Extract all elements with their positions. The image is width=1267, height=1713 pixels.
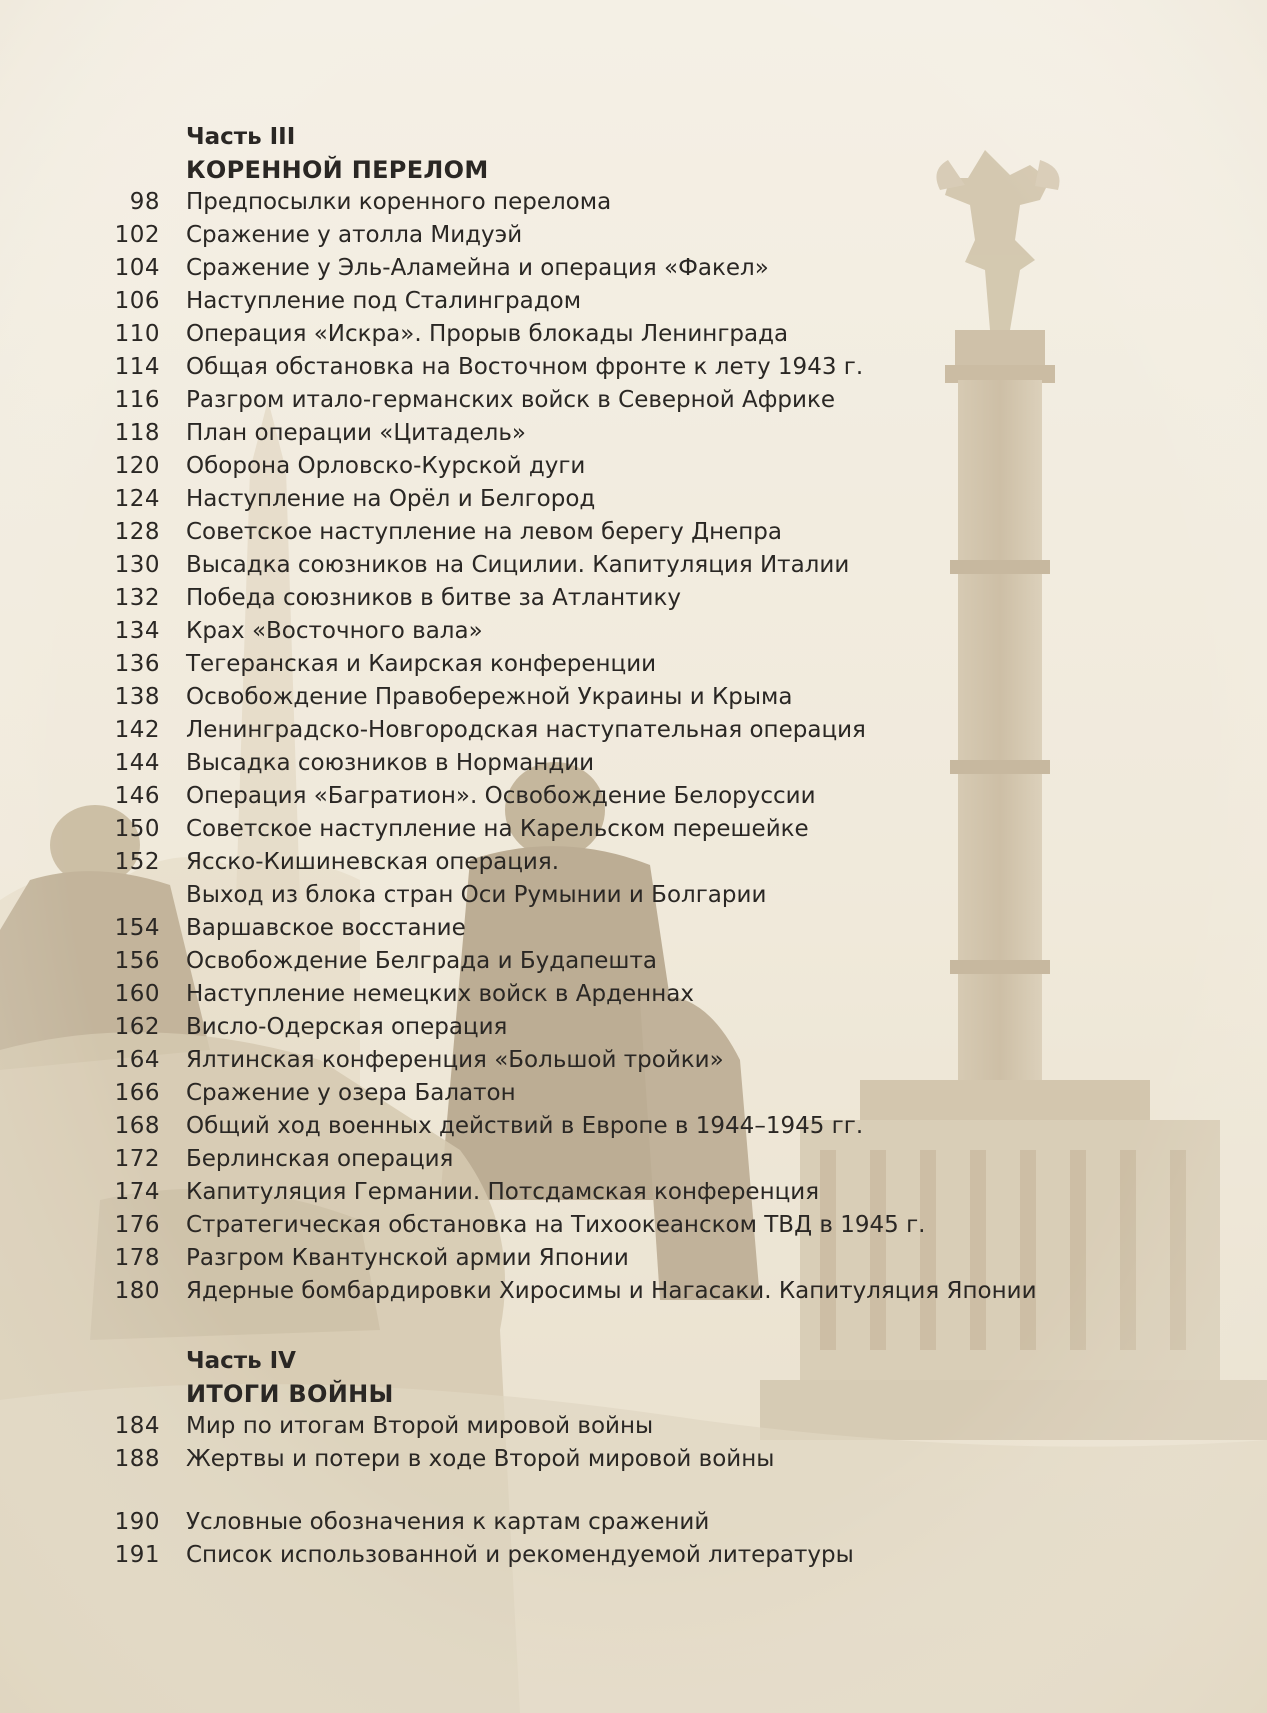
page-number: 164: [114, 1047, 160, 1073]
toc-entry[interactable]: [0, 252, 1267, 285]
page-number: 130: [114, 552, 160, 578]
page-number: 138: [114, 684, 160, 710]
entry-title: Разгром Квантунской армии Японии: [186, 1245, 629, 1271]
toc-entry[interactable]: [0, 1110, 1267, 1143]
page-number: 152: [114, 849, 160, 875]
toc-entry[interactable]: [0, 978, 1267, 1011]
page-number: 174: [114, 1179, 160, 1205]
entry-title: Общая обстановка на Восточном фронте к лету 1943 г.: [186, 354, 864, 380]
page-number: 184: [114, 1413, 160, 1439]
entry-title: Висло-Одерская операция: [186, 1014, 508, 1040]
toc-entry[interactable]: [0, 1506, 1267, 1539]
toc-entry[interactable]: [0, 648, 1267, 681]
toc-entry[interactable]: [0, 1275, 1267, 1308]
page-number: 134: [114, 618, 160, 644]
toc-entry[interactable]: [0, 879, 1267, 912]
toc-entry[interactable]: [0, 813, 1267, 846]
entry-title: Оборона Орловско-Курской дуги: [186, 453, 586, 479]
page-number: 188: [114, 1446, 160, 1472]
part-title: КОРЕННОЙ ПЕРЕЛОМ: [186, 156, 489, 184]
toc-entry[interactable]: [0, 516, 1267, 549]
entry-title: Мир по итогам Второй мировой войны: [186, 1413, 654, 1439]
toc-entry[interactable]: [0, 417, 1267, 450]
toc-entry[interactable]: [0, 714, 1267, 747]
toc-entry[interactable]: [0, 450, 1267, 483]
page-number: 142: [114, 717, 160, 743]
entry-title: Стратегическая обстановка на Тихоокеанском ТВД в 1945 г.: [186, 1212, 926, 1238]
toc-entry[interactable]: [0, 384, 1267, 417]
page-number: 154: [114, 915, 160, 941]
page-number: 102: [114, 222, 160, 248]
toc-entry[interactable]: [0, 1410, 1267, 1443]
entry-title: Высадка союзников на Сицилии. Капитуляция Италии: [186, 552, 850, 578]
page-number: 168: [114, 1113, 160, 1139]
entry-title: Условные обозначения к картам сражений: [186, 1509, 710, 1535]
entry-title: Ядерные бомбардировки Хиросимы и Нагасаки. Капитуляция Японии: [186, 1278, 1037, 1304]
page-number: 98: [129, 189, 160, 215]
entry-title: Ясско-Кишиневская операция.: [186, 849, 560, 875]
page-number: 160: [114, 981, 160, 1007]
entry-title: Освобождение Правобережной Украины и Крыма: [186, 684, 793, 710]
entry-title: Наступление немецких войск в Арденнах: [186, 981, 694, 1007]
page-number: 144: [114, 750, 160, 776]
page-number: 120: [114, 453, 160, 479]
entry-title: Список использованной и рекомендуемой литературы: [186, 1542, 854, 1568]
entry-title: Ленинградско-Новгородская наступательная операция: [186, 717, 866, 743]
entry-title: Жертвы и потери в ходе Второй мировой войны: [186, 1446, 775, 1472]
page-number: 146: [114, 783, 160, 809]
entry-title: Операция «Искра». Прорыв блокады Ленинграда: [186, 321, 789, 347]
toc-entry[interactable]: [0, 1209, 1267, 1242]
page-number: 156: [114, 948, 160, 974]
entry-title: Наступление под Сталинградом: [186, 288, 582, 314]
toc-entry[interactable]: [0, 1011, 1267, 1044]
toc-entry[interactable]: [0, 912, 1267, 945]
page-number: 166: [114, 1080, 160, 1106]
page-number: 191: [114, 1542, 160, 1568]
toc-entry[interactable]: [0, 846, 1267, 879]
entry-title: Берлинская операция: [186, 1146, 454, 1172]
entry-title: Выход из блока стран Оси Румынии и Болгарии: [186, 882, 767, 908]
part-label: Часть IV: [186, 1348, 296, 1374]
toc-entry[interactable]: [0, 1044, 1267, 1077]
toc-entry[interactable]: [0, 219, 1267, 252]
toc-entry[interactable]: [0, 285, 1267, 318]
toc-entry[interactable]: [0, 1443, 1267, 1476]
toc-entry[interactable]: [0, 747, 1267, 780]
page-number: 180: [114, 1278, 160, 1304]
page-number: 104: [114, 255, 160, 281]
part-title: ИТОГИ ВОЙНЫ: [186, 1380, 394, 1408]
toc-entry[interactable]: [0, 549, 1267, 582]
entry-title: Тегеранская и Каирская конференции: [186, 651, 657, 677]
entry-title: Операция «Багратион». Освобождение Белоруссии: [186, 783, 816, 809]
page-number: 172: [114, 1146, 160, 1172]
toc-entry[interactable]: [0, 1176, 1267, 1209]
entry-title: Победа союзников в битве за Атлантику: [186, 585, 681, 611]
toc-entry[interactable]: [0, 615, 1267, 648]
page-number: 176: [114, 1212, 160, 1238]
entry-title: Общий ход военных действий в Европе в 1944–1945 гг.: [186, 1113, 864, 1139]
toc-entry[interactable]: [0, 945, 1267, 978]
toc-entry[interactable]: [0, 1143, 1267, 1176]
entry-title: Капитуляция Германии. Потсдамская конференция: [186, 1179, 820, 1205]
page-number: 118: [114, 420, 160, 446]
entry-title: Сражение у озера Балатон: [186, 1080, 516, 1106]
toc-entry[interactable]: [0, 1539, 1267, 1572]
toc-entry[interactable]: [0, 186, 1267, 219]
toc-entry[interactable]: [0, 681, 1267, 714]
part-label: Часть III: [186, 124, 296, 150]
toc-entry[interactable]: [0, 582, 1267, 615]
entry-title: Сражение у атолла Мидуэй: [186, 222, 523, 248]
entry-title: Наступление на Орёл и Белгород: [186, 486, 596, 512]
entry-title: Ялтинская конференция «Большой тройки»: [186, 1047, 724, 1073]
entry-title: Разгром итало-германских войск в Северной Африке: [186, 387, 836, 413]
entry-title: Предпосылки коренного перелома: [186, 189, 612, 215]
entry-title: Сражение у Эль-Аламейна и операция «Факел»: [186, 255, 769, 281]
entry-title: План операции «Цитадель»: [186, 420, 527, 446]
toc-entry[interactable]: [0, 318, 1267, 351]
page-number: 124: [114, 486, 160, 512]
entry-title: Крах «Восточного вала»: [186, 618, 483, 644]
toc-entry[interactable]: [0, 351, 1267, 384]
toc-entry[interactable]: [0, 1077, 1267, 1110]
page-number: 106: [114, 288, 160, 314]
page-number: 128: [114, 519, 160, 545]
entry-title: Советское наступление на Карельском перешейке: [186, 816, 809, 842]
entry-title: Высадка союзников в Нормандии: [186, 750, 595, 776]
page-number: 150: [114, 816, 160, 842]
page-number: 178: [114, 1245, 160, 1271]
entry-title: Варшавское восстание: [186, 915, 466, 941]
entry-title: Советское наступление на левом берегу Днепра: [186, 519, 782, 545]
toc-entry[interactable]: [0, 1242, 1267, 1275]
page-number: 116: [114, 387, 160, 413]
entry-title: Освобождение Белграда и Будапешта: [186, 948, 657, 974]
page-number: 114: [114, 354, 160, 380]
page-number: 162: [114, 1014, 160, 1040]
toc-entry[interactable]: [0, 483, 1267, 516]
toc-entry[interactable]: [0, 780, 1267, 813]
page-number: 110: [114, 321, 160, 347]
page-number: 132: [114, 585, 160, 611]
page-number: 136: [114, 651, 160, 677]
page-number: 190: [114, 1509, 160, 1535]
